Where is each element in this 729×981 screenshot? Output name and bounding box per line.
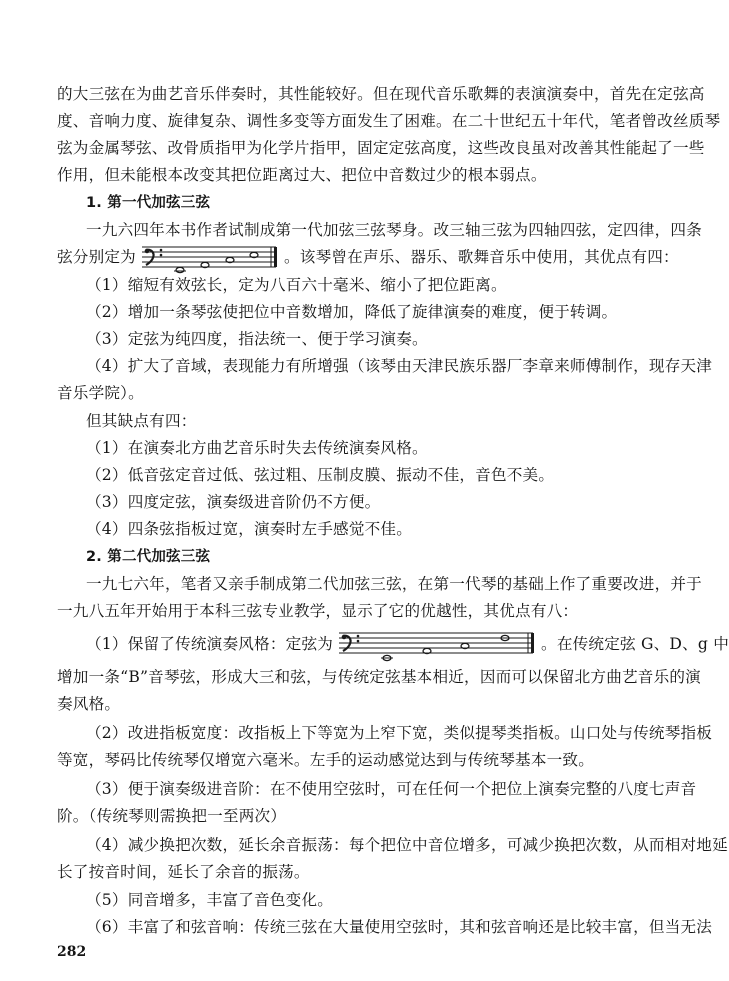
page-number: 282	[57, 944, 87, 960]
section-heading-1: 1. 第一代加弦三弦	[86, 195, 211, 211]
body-line: 奏风格。	[57, 695, 121, 713]
body-line: 长了按音时间，延长了余音的振荡。	[57, 863, 310, 881]
merit-item: （4）减少换把次数，延长余音振荡：每个把位中音位增多，可减少换把次数，从而相对地延	[86, 836, 728, 854]
body-line: 弦为金属琴弦、改骨质指甲为化学片指甲，固定定弦高度，这些改良虽对改善其性能起了一些	[57, 139, 705, 157]
merit-item: （5）同音增多，丰富了音色变化。	[86, 891, 334, 909]
merit-item: （2）增加一条琴弦使把位中音数增加，降低了旋律演奏的难度，便于转调。	[86, 303, 618, 321]
body-line: 增加一条“B”音琴弦，形成大三和弦，与传统定弦基本相近，因而可以保留北方曲艺音乐的演	[57, 668, 701, 686]
defect-item: （3）四度定弦，演奏级进音阶仍不方便。	[86, 493, 381, 511]
body-line	[57, 244, 679, 272]
defect-item: （4）四条弦指板过宽，演奏时左手感觉不佳。	[86, 520, 412, 538]
body-line: 一九八五年开始用于本科三弦专业教学，显示了它的优越性，其优点有八：	[57, 602, 579, 620]
merit-item: （3）定弦为纯四度，指法统一、便于学习演奏。	[86, 330, 428, 348]
merit-item: （4）扩大了音域，表现能力有所增强（该琴由天津民族乐器厂李章来师傅制作，现存天津	[86, 357, 713, 375]
inline-text: 。在传统定弦 G、D、g 中	[541, 635, 729, 653]
body-line: 一九七六年，笔者又亲手制成第二代加弦三弦，在第一代琴的基础上作了重要改进，并于	[86, 575, 702, 593]
defect-item: （2）低音弦定音过低、弦过粗、压制皮膜、振动不佳，音色不美。	[86, 466, 555, 484]
defect-item: （1）在演奏北方曲艺音乐时失去传统演奏风格。	[86, 439, 428, 457]
inline-text: （1）保留了传统演奏风格：定弦为	[86, 635, 334, 653]
merit-item: （1）缩短有效弦长，定为八百六十毫米、缩小了把位距离。	[86, 276, 507, 294]
merit-item: （2）改进指板宽度：改指板上下等宽为上窄下宽，类似提琴类指板。山口处与传统琴指板	[86, 724, 713, 742]
merit-item: （3）便于演奏级进音阶：在不使用空弦时，可在任何一个把位上演奏完整的八度七声音	[86, 780, 697, 798]
body-line: 等宽，琴码比传统琴仅增宽六毫米。左手的运动感觉达到与传统琴基本一致。	[57, 751, 594, 769]
merit-item	[86, 630, 729, 660]
inline-text: 。该琴曾在声乐、器乐、歌舞音乐中使用，其优点有四：	[283, 248, 679, 266]
section-heading-2: 2. 第二代加弦三弦	[86, 549, 211, 565]
inline-text: 弦分别定为	[57, 248, 136, 266]
music-staff-tuning-1	[140, 244, 280, 272]
body-line: 阶。（传统琴则需换把一至两次）	[57, 807, 287, 825]
body-line: 的大三弦在为曲艺音乐伴奏时，其性能较好。但在现代音乐歌舞的表演演奏中，首先在定弦高	[57, 85, 705, 103]
music-staff-tuning-2	[337, 630, 537, 660]
body-line: 一九六四年本书作者试制成第一代加弦三弦琴身。改三轴三弦为四轴四弦，定四律，四条	[86, 221, 702, 239]
body-line: 度、音响力度、旋律复杂、调性多变等方面发生了困难。在二十世纪五十年代，笔者曾改丝质琴	[57, 112, 721, 130]
body-line: 但其缺点有四：	[86, 412, 197, 430]
merit-item: （6）丰富了和弦音响：传统三弦在大量使用空弦时，其和弦音响还是比较丰富，但当无法	[86, 918, 713, 936]
body-line: 作用，但未能根本改变其把位距离过大、把位中音数过少的根本弱点。	[57, 166, 547, 184]
body-line: 音乐学院）。	[57, 384, 144, 402]
